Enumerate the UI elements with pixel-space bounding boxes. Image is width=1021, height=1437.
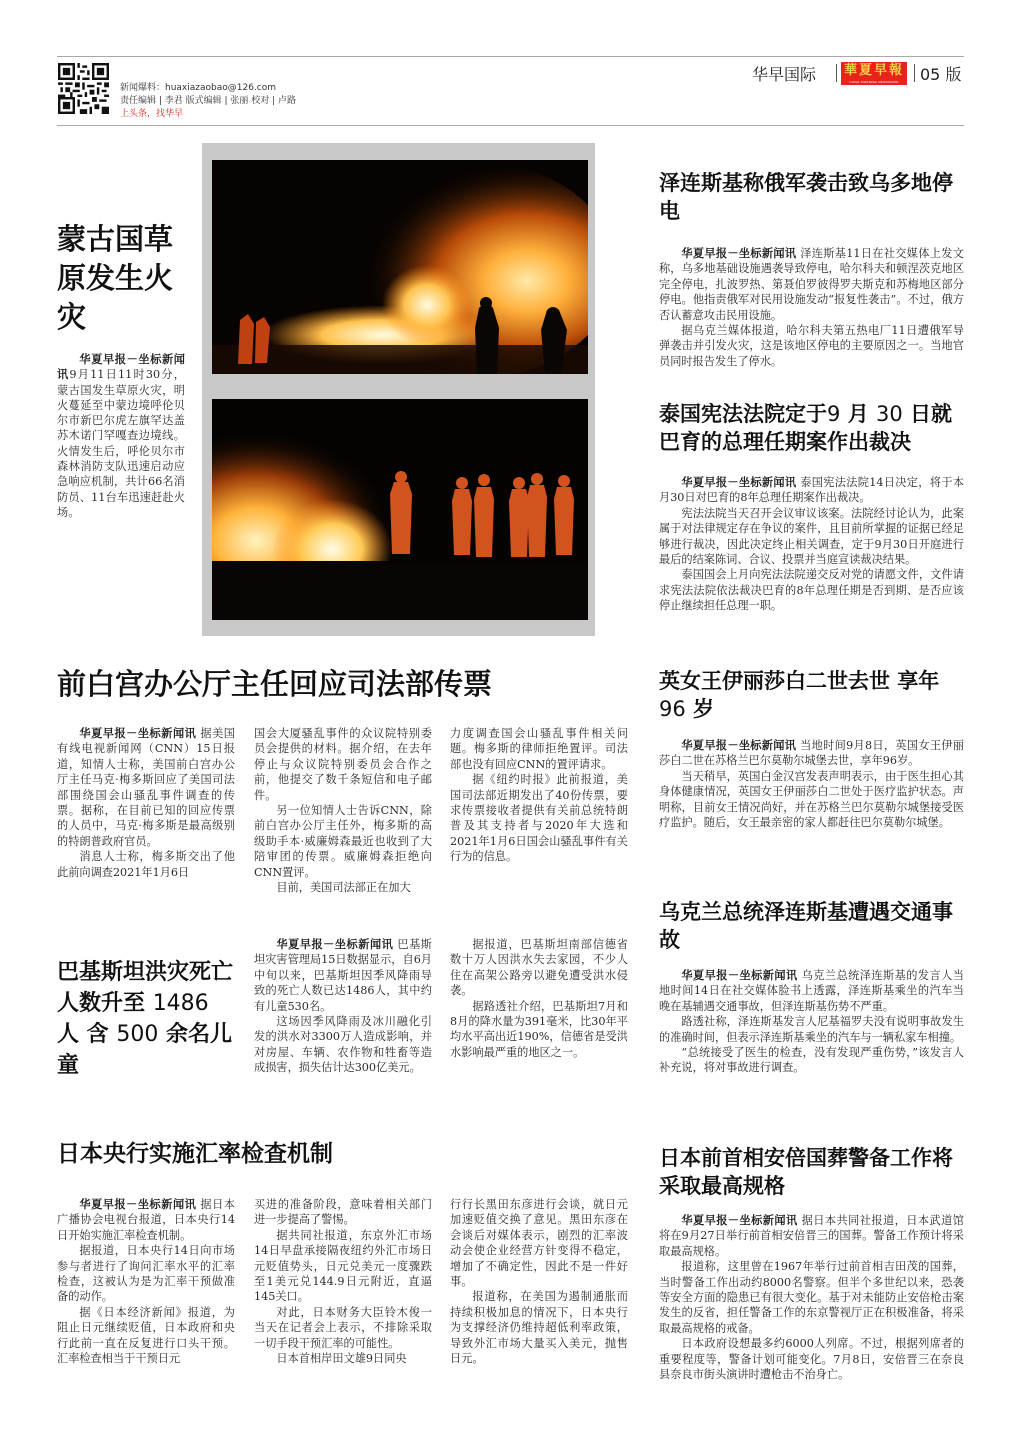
- byline: 华夏早报－坐标新闻讯: [681, 247, 797, 260]
- byline: 华夏早报－坐标新闻讯: [681, 1214, 798, 1227]
- headline-white-house: 前白宫办公厅主任回应司法部传票: [57, 667, 493, 701]
- headline-zelensky-blackout: 泽连斯基称俄军袭击致乌多地停电: [659, 171, 953, 223]
- byline: 华夏早报－坐标新闻讯: [681, 739, 797, 752]
- top-rule: [57, 56, 964, 57]
- qr-code-icon[interactable]: [58, 63, 109, 114]
- byline: 华夏早报－坐标新闻讯: [276, 938, 394, 951]
- article-body-pakistan-col1: 华夏早报－坐标新闻讯 巴基斯坦灾害管理局15日数据显示，自6月中旬以来，巴基斯坦因季风降雨导致的死亡人数已达1486人，其中约有儿童530名。 这场因季风降雨及冰川融化引发的洪水对3300万人造成影响，并对房屋、车辆、农作物和牲畜等造成损害，损失估计达300亿美元。: [254, 938, 432, 1075]
- article-body-white-house-col2: 国会大厦骚乱事件的众议院特别委员会提供的材料。据介绍，在去年停止与众议院特别委员会合作之前，他提交了数千条短信和电子邮件。 另一位知情人士告诉CNN，除前白宫办公厅主任外，梅多斯的高级助手本·威廉姆森最近也收到了大陪审团的传票。威廉姆森拒绝向CNN置评。 目前，美国司法部正在加大: [254, 727, 432, 895]
- article-body-boj-col2: 买进的准备阶段，意味着相关部门进一步提高了警惕。 据共同社报道，东京外汇市场14日早盘承接隔夜纽约外汇市场日元贬值势头，日元兑美元一度骤跌至1美元兑144.9日元附近，直逼145关口。 对此，日本财务大臣铃木俊一当天在记者会上表示，不排除采取一切手段干预汇率的可能性。 日本首相岸田文雄9日同央: [254, 1198, 432, 1366]
- article-body-boj-col1: 华夏早报－坐标新闻讯 据日本广播协会电视台报道，日本央行14日开始实施汇率检查机制。 据报道，日本央行14日向市场参与者进行了询问汇率水平的汇率检查，这被认为是为汇率干预做准备的动作。 据《日本经济新闻》报道，为阻止日元继续贬值，日本政府和央行此前一直在反复进行口头干预。汇率检查相当于干预日元: [57, 1198, 235, 1366]
- article-body-zelensky-accident: 华夏早报－坐标新闻讯 乌克兰总统泽连斯基的发言人当地时间14日在社交媒体脸书上透露，泽连斯基乘坐的汽车当晚在基辅遇交通事故，但泽连斯基伤势不严重。 路透社称，泽连斯基发言人尼基福罗夫没有说明事故发生的准确时间，但表示泽连斯基乘坐的汽车与一辆私家车相撞。 “总统接受了医生的检查，没有发现严重伤势，”该发言人补充说，将对事故进行调查。: [659, 969, 964, 1075]
- article-body-boj-col3: 行行长黑田东彦进行会谈，就日元加速贬值交换了意见。黑田东彦在会谈后对媒体表示，剧烈的汇率波动会使企业经营方针变得不稳定，增加了不确定性，因此不是一件好事。 报道称，在美国为遏制通胀而持续积极加息的情况下，日本央行为支撑经济仍维持超低利率政策，导致外汇市场大量买入美元，抛售日元。: [450, 1198, 628, 1366]
- editor-credits: 责任编辑 | 李君 版式编辑 | 张丽 校对 | 卢路: [120, 96, 296, 106]
- byline: 华夏早报－坐标新闻讯: [79, 727, 197, 740]
- photo-panel: [202, 143, 595, 636]
- header-rule: [57, 125, 964, 126]
- headline-thai-court: 泰国宪法法院定于9 月 30 日就巴育的总理任期案作出裁决: [659, 402, 953, 454]
- article-body-queen: 华夏早报－坐标新闻讯 当地时间9月8日，英国女王伊丽莎白二世在苏格兰巴尔莫勒尔城堡去世，享年96岁。 当天稍早，英国白金汉宫发表声明表示，由于医生担心其身体健康情况，英国女王伊丽莎白二世处于医疗监护状态。声明称，目前女王情况尚好，并在苏格兰巴尔莫勒尔城堡接受医疗监护。随后，女王最亲密的家人都赶往巴尔莫勒尔城堡。: [659, 739, 964, 830]
- page-number: 05 版: [920, 65, 962, 84]
- divider: [914, 64, 915, 82]
- fire-photo-1[interactable]: [212, 160, 588, 374]
- section-name: 华早国际: [752, 65, 817, 84]
- article-body-zelensky-blackout: 华夏早报－坐标新闻讯 泽连斯基11日在社交媒体上发文称，乌多地基础设施遇袭导致停电，哈尔科夫和顿涅茨克地区完全停电，扎波罗热、第聂伯罗彼得罗夫斯克和苏梅地区部分停电。他指责俄军对民用设施发动“报复性袭击”。不过，俄方否认蓄意攻击民用设施。 据乌克兰媒体报道，哈尔科夫第五热电厂11日遭俄军导弹袭击并引发火灾，这是该地区停电的主要原因之一。当地官员同时报告发生了停水。: [659, 247, 964, 368]
- masthead-meta: [120, 82, 296, 121]
- byline: 华夏早报－坐标新闻讯: [681, 476, 797, 489]
- divider: [836, 64, 837, 82]
- fire-photo-2[interactable]: [212, 399, 588, 620]
- article-body-mongolia-fire: 华夏早报－坐标新闻讯9月11日11时30分，蒙古国发生草原火灾，明火蔓延至中蒙边境呼伦贝尔市新巴尔虎左旗罕达盖苏木诺门罕嘎查边境线。火情发生后，呼伦贝尔市森林消防支队迅速启动应急响应机制，共计66名消防员、11台车迅速赶赴火场。: [57, 353, 185, 519]
- headline-mongolia-fire: 蒙古国草原发生火灾: [57, 222, 174, 334]
- article-body-pakistan-col2: 据报道，巴基斯坦南部信德省数十万人因洪水失去家园，不少人住在高架公路旁以避免遭受洪水侵袭。 据路透社介绍，巴基斯坦7月和8月的降水量为391毫米，比30年平均水平高出近190%，信德省是受洪水影响最严重的地区之一。: [450, 938, 628, 1059]
- byline: 华夏早报－坐标新闻讯: [57, 353, 185, 382]
- byline: 华夏早报－坐标新闻讯: [681, 969, 798, 982]
- logo-english: CHINA MORNING NEWSPAPER: [849, 80, 899, 84]
- slogan: 上头条，找华早: [120, 109, 184, 119]
- article-body-thai-court: 华夏早报－坐标新闻讯 泰国宪法法院14日决定，将于本月30日对巴育的8年总理任期案作出裁决。 宪法法院当天召开会议审议该案。法院经讨论认为，此案属于对法律规定存在争议的案件，且目前所掌握的证据已经足够进行裁决，因此决定终止相关调查，定于9月30日开庭进行最后的结案陈词、合议、投票并当庭宣读裁决结果。 泰国国会上月向宪法法院递交反对党的请愿文件，文件请求宪法法院依法裁决巴育的8年总理任期是否到期、是否应该停止继续担任总理一职。: [659, 476, 964, 613]
- byline: 华夏早报－坐标新闻讯: [79, 1198, 197, 1211]
- headline-abe-funeral: 日本前首相安倍国葬警备工作将采取最高规格: [659, 1146, 953, 1198]
- headline-pakistan-flood: 巴基斯坦洪灾死亡人数升至 1486 人 含 500 余名儿童: [57, 960, 234, 1078]
- headline-queen: 英女王伊丽莎白二世去世 享年 96 岁: [659, 669, 940, 721]
- headline-boj: 日本央行实施汇率检查机制: [57, 1141, 333, 1167]
- article-body-white-house-col3: 力度调查国会山骚乱事件相关问题。梅多斯的律师拒绝置评。司法部也没有回应CNN的置评请求。 据《纽约时报》此前报道，美国司法部近期发出了40份传票，要求传票接收者提供有关前总统特朗普及其支持者与2020年大选和2021年1月6日国会山骚乱事件有关行为的信息。: [450, 727, 628, 864]
- article-body-abe-funeral: 华夏早报－坐标新闻讯 据日本共同社报道，日本武道馆将在9月27日举行前首相安倍晋三的国葬。警备工作预计将采取最高规格。 报道称，这里曾在1967年举行过前首相吉田茂的国葬，当时警备工作出动约8000名警察。但半个多世纪以来，恐袭等安全方面的隐患已有很大变化。基于对未能防止安倍枪击案发生的反省，担任警备工作的东京警视厅正在积极准备，将采取最高规格的戒备。 日本政府设想最多约6000人列席。不过，根据列席者的重要程度等，警备计划可能变化。7月8日，安倍晋三在奈良县奈良市街头演讲时遭枪击不治身亡。: [659, 1214, 964, 1382]
- newspaper-logo: [841, 62, 907, 85]
- article-body-white-house-col1: 华夏早报－坐标新闻讯 据美国有线电视新闻网（CNN）15日报道，知情人士称，美国前白宫办公厅主任马克·梅多斯回应了美国司法部围绕国会山骚乱事件调查的传票。据称，在目前已知的回应传票的人员中，马克·梅多斯是最高级别的特朗普政府官员。 消息人士称，梅多斯交出了他此前向调查2021年1月6日: [57, 727, 235, 879]
- news-tip-email[interactable]: 新闻爆料：huaxiazaobao@126.com: [120, 83, 277, 93]
- logo-chinese: 華夏早報: [843, 63, 904, 78]
- headline-zelensky-accident: 乌克兰总统泽连斯基遭遇交通事故: [659, 900, 953, 952]
